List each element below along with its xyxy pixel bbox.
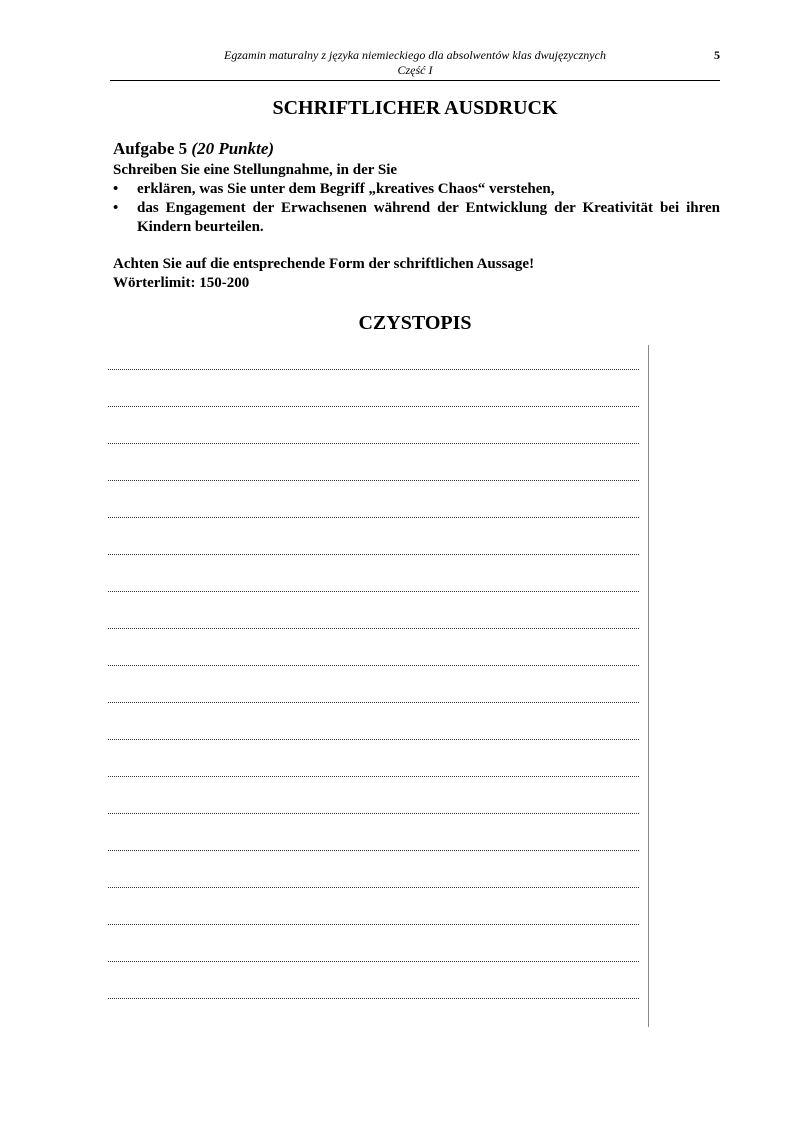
task-heading (113, 139, 720, 159)
page-header (110, 48, 720, 78)
bullet-icon: • (113, 200, 119, 216)
exam-part: Część I (397, 63, 433, 77)
task-number: Aufgabe 5 (113, 139, 188, 158)
task-bullet-item (113, 199, 720, 237)
exam-title: Egzamin maturalny z języka niemieckiego dla absolwentów klas dwujęzycznych (224, 48, 606, 62)
answer-line[interactable] (108, 961, 639, 962)
writing-area[interactable] (108, 345, 648, 1027)
task-note: Achten Sie auf die entsprechende Form der schriftlichen Aussage! (113, 256, 535, 272)
section-title: SCHRIFTLICHER AUSDRUCK (272, 97, 558, 119)
answer-line[interactable] (108, 739, 639, 740)
header-rule (110, 80, 720, 81)
bullet-icon: • (113, 181, 119, 197)
answer-line[interactable] (108, 369, 639, 370)
task-bullet-item (113, 180, 720, 199)
word-limit: Wörterlimit: 150-200 (113, 275, 250, 291)
answer-line[interactable] (108, 517, 639, 518)
answer-line[interactable] (108, 443, 639, 444)
bullet-text: erklären, was Sie unter dem Begriff „kreatives Chaos“ verstehen, (137, 181, 555, 197)
task-block (113, 139, 720, 293)
answer-line[interactable] (108, 776, 639, 777)
bullet-text: das Engagement der Erwachsenen während der Entwicklung der Kreativität bei ihren Kindern beurteilen. (137, 200, 720, 235)
draft-title: CZYSTOPIS (358, 312, 472, 334)
answer-line[interactable] (108, 813, 639, 814)
task-bullet-list (113, 180, 720, 237)
answer-line[interactable] (108, 591, 639, 592)
answer-line[interactable] (108, 998, 639, 999)
answer-line[interactable] (108, 924, 639, 925)
answer-line[interactable] (108, 406, 639, 407)
task-intro: Schreiben Sie eine Stellungnahme, in der Sie (113, 162, 398, 178)
answer-line[interactable] (108, 850, 639, 851)
margin-rule (648, 345, 649, 1027)
answer-line[interactable] (108, 554, 639, 555)
answer-line[interactable] (108, 480, 639, 481)
answer-line[interactable] (108, 702, 639, 703)
answer-line[interactable] (108, 628, 639, 629)
answer-line[interactable] (108, 665, 639, 666)
task-points: (20 Punkte) (191, 139, 275, 158)
page-number: 5 (714, 48, 720, 62)
answer-line[interactable] (108, 887, 639, 888)
